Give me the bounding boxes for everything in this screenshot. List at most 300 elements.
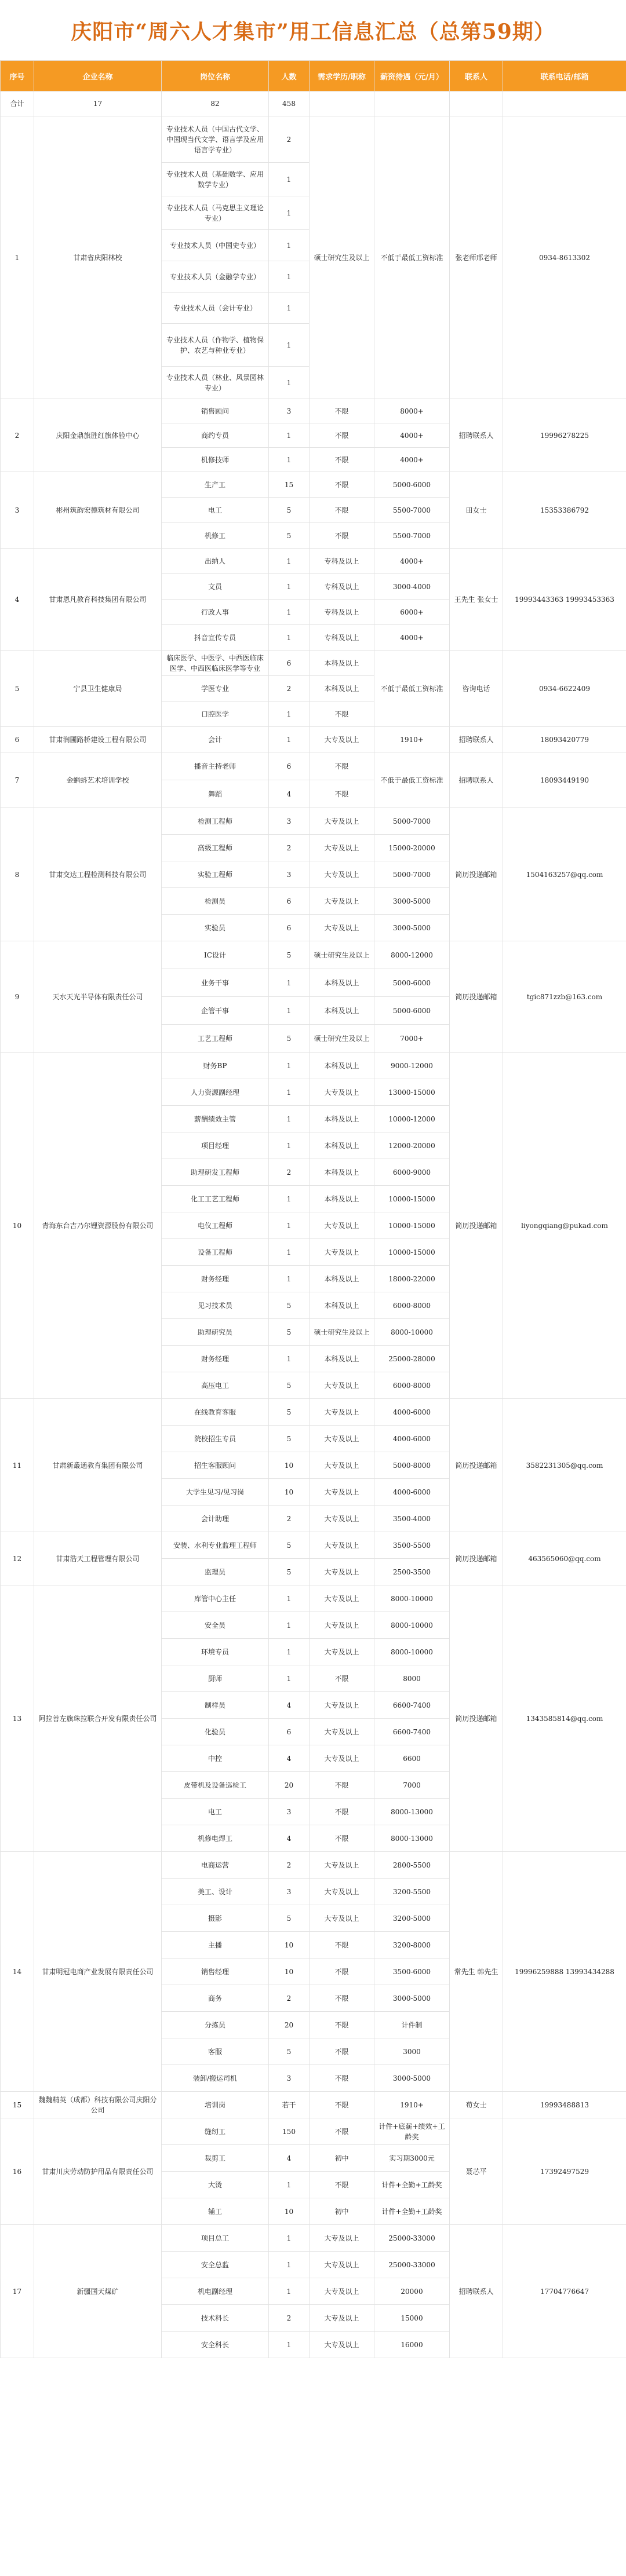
total-people: 458 <box>269 92 310 116</box>
contact-phone: 0934-6622409 <box>503 651 626 727</box>
row-number: 8 <box>1 808 34 941</box>
contact-phone: 1343585814@qq.com <box>503 1585 626 1852</box>
education-requirement: 大专及以上 <box>310 1399 374 1426</box>
salary: 5000-6000 <box>374 997 450 1025</box>
position-name: 招生客服顾问 <box>162 1452 269 1479</box>
education-requirement: 大专及以上 <box>310 1879 374 1905</box>
salary: 25000-28000 <box>374 1346 450 1372</box>
salary: 3200-8000 <box>374 1932 450 1959</box>
position-name: IC设计 <box>162 941 269 969</box>
headcount: 5 <box>269 941 310 969</box>
company-name: 青海东台吉乃尔锂资源股份有限公司 <box>34 1053 162 1399</box>
headcount: 5 <box>269 1372 310 1399</box>
headcount: 1 <box>269 1106 310 1132</box>
salary: 实习期3000元 <box>374 2145 450 2172</box>
contact-person: 招聘联系人 <box>450 752 503 808</box>
headcount: 1 <box>269 2252 310 2278</box>
headcount: 1 <box>269 2332 310 2358</box>
salary: 15000 <box>374 2305 450 2332</box>
contact-person: 简历投递邮箱 <box>450 941 503 1053</box>
position-name: 辅工 <box>162 2198 269 2225</box>
position-name: 出纳人 <box>162 549 269 574</box>
company-name: 甘肃浩天工程管理有限公司 <box>34 1532 162 1585</box>
position-name: 专业技术人员（马克思主义理论专业） <box>162 196 269 230</box>
position-name: 机电副经理 <box>162 2278 269 2305</box>
position-name: 实验工程师 <box>162 861 269 888</box>
table-row <box>1 1532 626 1559</box>
position-name: 销售顾问 <box>162 399 269 423</box>
header-salary: 薪资待遇（元/月） <box>374 61 450 92</box>
position-name: 摄影 <box>162 1905 269 1932</box>
contact-person: 聂芯平 <box>450 2118 503 2225</box>
education-requirement: 不限 <box>310 1799 374 1825</box>
headcount: 5 <box>269 1559 310 1585</box>
education-requirement: 不限 <box>310 2172 374 2198</box>
position-name: 环境专员 <box>162 1639 269 1665</box>
position-name: 生产工 <box>162 472 269 498</box>
position-name: 技术科长 <box>162 2305 269 2332</box>
company-name: 甘肃润圃路桥建设工程有限公司 <box>34 727 162 752</box>
header-company: 企业名称 <box>34 61 162 92</box>
contact-person: 简历投递邮箱 <box>450 1399 503 1532</box>
total-empty <box>503 92 626 116</box>
education-requirement: 大专及以上 <box>310 1079 374 1106</box>
headcount: 1 <box>269 448 310 472</box>
header-contact: 联系人 <box>450 61 503 92</box>
salary: 计件+全勤+工龄奖 <box>374 2198 450 2225</box>
row-number: 5 <box>1 651 34 727</box>
headcount: 5 <box>269 523 310 549</box>
position-name: 高压电工 <box>162 1372 269 1399</box>
education-requirement: 不限 <box>310 523 374 549</box>
education-requirement: 不限 <box>310 1665 374 1692</box>
headcount: 4 <box>269 2145 310 2172</box>
position-name: 财务BP <box>162 1053 269 1079</box>
education-requirement: 本科及以上 <box>310 1266 374 1292</box>
row-number: 14 <box>1 1852 34 2092</box>
job-table <box>0 60 626 2358</box>
headcount: 1 <box>269 293 310 324</box>
position-name: 机修技师 <box>162 448 269 472</box>
position-name: 见习技术员 <box>162 1292 269 1319</box>
headcount: 1 <box>269 1079 310 1106</box>
salary: 5000-6000 <box>374 969 450 997</box>
education-requirement: 大专及以上 <box>310 1212 374 1239</box>
headcount: 1 <box>269 1132 310 1159</box>
position-name: 监理员 <box>162 1559 269 1585</box>
position-name: 电工 <box>162 498 269 523</box>
salary: 计件制 <box>374 2012 450 2038</box>
position-name: 院校招生专员 <box>162 1426 269 1452</box>
headcount: 10 <box>269 1452 310 1479</box>
position-name: 助理研发工程师 <box>162 1159 269 1186</box>
company-name: 魏魏精英（成都）科技有限公司庆阳分公司 <box>34 2092 162 2118</box>
education-requirement: 不限 <box>310 1959 374 1985</box>
position-name: 专业技术人员（林业、风景园林专业） <box>162 367 269 399</box>
total-companies: 17 <box>34 92 162 116</box>
row-number: 6 <box>1 727 34 752</box>
salary: 5500-7000 <box>374 498 450 523</box>
headcount: 1 <box>269 1612 310 1639</box>
education-requirement: 不限 <box>310 2038 374 2065</box>
contact-person: 招聘联系人 <box>450 399 503 472</box>
education-requirement: 不限 <box>310 472 374 498</box>
position-name: 电商运营 <box>162 1852 269 1879</box>
position-name: 库管中心主任 <box>162 1585 269 1612</box>
education-requirement: 大专及以上 <box>310 1852 374 1879</box>
salary: 8000-10000 <box>374 1612 450 1639</box>
education-requirement: 初中 <box>310 2145 374 2172</box>
table-row <box>1 2225 626 2252</box>
salary: 3500-4000 <box>374 1506 450 1532</box>
salary: 8000 <box>374 1665 450 1692</box>
education-requirement: 大专及以上 <box>310 2332 374 2358</box>
contact-phone: 18093420779 <box>503 727 626 752</box>
salary: 3200-5500 <box>374 1879 450 1905</box>
education-requirement: 不限 <box>310 701 374 727</box>
table-row <box>1 2092 626 2118</box>
education-requirement: 不限 <box>310 399 374 423</box>
education-requirement: 大专及以上 <box>310 1612 374 1639</box>
table-row <box>1 1399 626 1426</box>
headcount: 4 <box>269 1692 310 1719</box>
headcount: 5 <box>269 1025 310 1053</box>
salary: 3000-5000 <box>374 2065 450 2092</box>
salary: 5000-8000 <box>374 1452 450 1479</box>
salary: 8000-10000 <box>374 1639 450 1665</box>
position-name: 口腔医学 <box>162 701 269 727</box>
salary: 8000+ <box>374 399 450 423</box>
headcount: 5 <box>269 1399 310 1426</box>
position-name: 装卸/搬运司机 <box>162 2065 269 2092</box>
education-requirement: 不限 <box>310 780 374 808</box>
contact-person: 常先生 韩先生 <box>450 1852 503 2092</box>
education-requirement: 大专及以上 <box>310 1426 374 1452</box>
salary: 9000-12000 <box>374 1053 450 1079</box>
headcount: 1 <box>269 1053 310 1079</box>
education-requirement: 大专及以上 <box>310 1479 374 1506</box>
headcount: 1 <box>269 625 310 651</box>
position-name: 检测工程师 <box>162 808 269 835</box>
salary: 4000-6000 <box>374 1426 450 1452</box>
salary: 4000+ <box>374 625 450 651</box>
headcount: 1 <box>269 163 310 196</box>
salary: 3500-5500 <box>374 1532 450 1559</box>
education-requirement: 专科及以上 <box>310 625 374 651</box>
position-name: 业务干事 <box>162 969 269 997</box>
position-name: 项目经理 <box>162 1132 269 1159</box>
headcount: 1 <box>269 2278 310 2305</box>
total-empty <box>450 92 503 116</box>
row-number: 4 <box>1 549 34 651</box>
education-requirement: 不限 <box>310 2012 374 2038</box>
contact-phone: 3582231305@qq.com <box>503 1399 626 1532</box>
row-number: 13 <box>1 1585 34 1852</box>
row-number: 7 <box>1 752 34 808</box>
position-name: 播音主持老师 <box>162 752 269 780</box>
headcount: 4 <box>269 780 310 808</box>
table-row <box>1 1852 626 1879</box>
position-name: 在线教育客服 <box>162 1399 269 1426</box>
salary: 6600-7400 <box>374 1692 450 1719</box>
education-requirement: 大专及以上 <box>310 2278 374 2305</box>
salary: 6000-8000 <box>374 1372 450 1399</box>
education-requirement: 本科及以上 <box>310 969 374 997</box>
education-requirement: 不限 <box>310 752 374 780</box>
position-name: 临床医学、中医学、中西医临床医学、中西医临床医学等专业 <box>162 651 269 676</box>
position-name: 安全科长 <box>162 2332 269 2358</box>
headcount: 15 <box>269 472 310 498</box>
total-positions: 82 <box>162 92 269 116</box>
salary: 不低于最低工资标准 <box>374 651 450 727</box>
salary: 3500-6000 <box>374 1959 450 1985</box>
row-number: 2 <box>1 399 34 472</box>
salary: 不低于最低工资标准 <box>374 752 450 808</box>
headcount: 2 <box>269 2305 310 2332</box>
company-name: 甘肃交达工程检测科技有限公司 <box>34 808 162 941</box>
headcount: 3 <box>269 399 310 423</box>
education-requirement: 不限 <box>310 448 374 472</box>
headcount: 10 <box>269 1959 310 1985</box>
contact-phone: 19996278225 <box>503 399 626 472</box>
headcount: 4 <box>269 1825 310 1852</box>
education-requirement: 不限 <box>310 2118 374 2145</box>
headcount: 5 <box>269 1905 310 1932</box>
position-name: 专业技术人员（会计专业） <box>162 293 269 324</box>
headcount: 1 <box>269 1212 310 1239</box>
salary: 计件+底薪+绩效+工龄奖 <box>374 2118 450 2145</box>
position-name: 会计 <box>162 727 269 752</box>
headcount: 2 <box>269 1985 310 2012</box>
headcount: 2 <box>269 1852 310 1879</box>
headcount: 1 <box>269 324 310 367</box>
contact-phone: 15353386792 <box>503 472 626 549</box>
company-name: 甘肃川庆劳动防护用品有限责任公司 <box>34 2118 162 2225</box>
education-requirement: 大专及以上 <box>310 1905 374 1932</box>
salary: 8000-13000 <box>374 1799 450 1825</box>
row-number: 12 <box>1 1532 34 1585</box>
row-number: 9 <box>1 941 34 1053</box>
salary: 8000-10000 <box>374 1585 450 1612</box>
headcount: 10 <box>269 1479 310 1506</box>
position-name: 安全员 <box>162 1612 269 1639</box>
company-name: 彬州筑韵宏德筑材有限公司 <box>34 472 162 549</box>
contact-person: 招聘联系人 <box>450 727 503 752</box>
position-name: 机修工 <box>162 523 269 549</box>
position-name: 企管干事 <box>162 997 269 1025</box>
position-name: 舞蹈 <box>162 780 269 808</box>
header-phone: 联系电话/邮箱 <box>503 61 626 92</box>
headcount: 4 <box>269 1745 310 1772</box>
headcount: 3 <box>269 2065 310 2092</box>
position-name: 工艺工程师 <box>162 1025 269 1053</box>
contact-phone: 18093449190 <box>503 752 626 808</box>
company-name: 宁县卫生健康局 <box>34 651 162 727</box>
table-row <box>1 752 626 780</box>
contact-phone: 1504163257@qq.com <box>503 808 626 941</box>
contact-person: 招聘联系人 <box>450 2225 503 2358</box>
table-header <box>1 61 626 92</box>
company-name: 甘肃恩凡教育科技集团有限公司 <box>34 549 162 651</box>
table-row <box>1 1585 626 1612</box>
salary: 5000-7000 <box>374 808 450 835</box>
headcount: 6 <box>269 888 310 915</box>
education-requirement: 硕士研究生及以上 <box>310 941 374 969</box>
headcount: 若干 <box>269 2092 310 2118</box>
contact-person: 简历投递邮箱 <box>450 1053 503 1399</box>
contact-phone: 19993443363 19993453363 <box>503 549 626 651</box>
salary: 6000+ <box>374 600 450 625</box>
headcount: 6 <box>269 752 310 780</box>
contact-person: 王先生 张女士 <box>450 549 503 651</box>
education-requirement: 本科及以上 <box>310 1159 374 1186</box>
salary: 4000-6000 <box>374 1399 450 1426</box>
position-name: 电工 <box>162 1799 269 1825</box>
position-name: 会计助理 <box>162 1506 269 1532</box>
row-number: 15 <box>1 2092 34 2118</box>
headcount: 5 <box>269 2038 310 2065</box>
education-requirement: 不限 <box>310 2092 374 2118</box>
salary: 15000-20000 <box>374 835 450 861</box>
table-row <box>1 808 626 835</box>
salary: 6000-8000 <box>374 1292 450 1319</box>
company-name: 甘肃新叢通教育集团有限公司 <box>34 1399 162 1532</box>
salary: 1910+ <box>374 2092 450 2118</box>
headcount: 5 <box>269 1292 310 1319</box>
salary: 6600-7400 <box>374 1719 450 1745</box>
education-requirement: 本科及以上 <box>310 1292 374 1319</box>
education-requirement: 不限 <box>310 1772 374 1799</box>
headcount: 3 <box>269 1879 310 1905</box>
salary: 不低于最低工资标准 <box>374 116 450 399</box>
education-requirement: 专科及以上 <box>310 574 374 600</box>
education-requirement: 不限 <box>310 423 374 448</box>
education-requirement: 本科及以上 <box>310 1186 374 1212</box>
salary: 3000-4000 <box>374 574 450 600</box>
position-name: 化工工艺工程师 <box>162 1186 269 1212</box>
row-number: 3 <box>1 472 34 549</box>
education-requirement: 不限 <box>310 1932 374 1959</box>
contact-phone: 19996259888 13993434288 <box>503 1852 626 2092</box>
headcount: 1 <box>269 1346 310 1372</box>
education-requirement: 大专及以上 <box>310 2225 374 2252</box>
header-no: 序号 <box>1 61 34 92</box>
contact-person: 张老师邢老师 <box>450 116 503 399</box>
headcount: 1 <box>269 600 310 625</box>
education-requirement: 专科及以上 <box>310 549 374 574</box>
position-name: 大学生见习/见习岗 <box>162 1479 269 1506</box>
education-requirement: 大专及以上 <box>310 1452 374 1479</box>
salary: 16000 <box>374 2332 450 2358</box>
salary: 18000-22000 <box>374 1266 450 1292</box>
position-name: 客服 <box>162 2038 269 2065</box>
salary: 25000-33000 <box>374 2225 450 2252</box>
table-row <box>1 941 626 969</box>
headcount: 1 <box>269 423 310 448</box>
headcount: 5 <box>269 498 310 523</box>
row-number: 16 <box>1 2118 34 2225</box>
headcount: 1 <box>269 1239 310 1266</box>
headcount: 5 <box>269 1319 310 1346</box>
position-name: 设备工程师 <box>162 1239 269 1266</box>
contact-person: 简历投递邮箱 <box>450 1532 503 1585</box>
position-name: 厨师 <box>162 1665 269 1692</box>
education-requirement: 大专及以上 <box>310 1692 374 1719</box>
headcount: 1 <box>269 969 310 997</box>
salary: 计件+全勤+工龄奖 <box>374 2172 450 2198</box>
education-requirement: 大专及以上 <box>310 727 374 752</box>
education-requirement: 硕士研究生及以上 <box>310 1319 374 1346</box>
salary: 4000+ <box>374 423 450 448</box>
education-requirement: 大专及以上 <box>310 2252 374 2278</box>
education-requirement: 硕士研究生及以上 <box>310 116 374 399</box>
contact-phone: 17704776647 <box>503 2225 626 2358</box>
salary: 5000-6000 <box>374 472 450 498</box>
position-name: 大烫 <box>162 2172 269 2198</box>
education-requirement: 大专及以上 <box>310 808 374 835</box>
salary: 2500-3500 <box>374 1559 450 1585</box>
position-name: 专业技术人员（中国史专业） <box>162 230 269 261</box>
headcount: 2 <box>269 835 310 861</box>
headcount: 1 <box>269 1266 310 1292</box>
education-requirement: 专科及以上 <box>310 600 374 625</box>
position-name: 实验员 <box>162 915 269 941</box>
row-number: 1 <box>1 116 34 399</box>
header-position: 岗位名称 <box>162 61 269 92</box>
contact-phone: tgic871zzb@163.com <box>503 941 626 1053</box>
position-name: 专业技术人员（中国古代文学、中国现当代文学、语言学及应用语言学专业） <box>162 116 269 163</box>
headcount: 1 <box>269 1639 310 1665</box>
total-label: 合计 <box>1 92 34 116</box>
education-requirement: 大专及以上 <box>310 835 374 861</box>
salary: 4000-6000 <box>374 1479 450 1506</box>
salary: 3000 <box>374 2038 450 2065</box>
headcount: 6 <box>269 915 310 941</box>
position-name: 抖音宣传专员 <box>162 625 269 651</box>
education-requirement: 硕士研究生及以上 <box>310 1025 374 1053</box>
headcount: 20 <box>269 1772 310 1799</box>
position-name: 安全总监 <box>162 2252 269 2278</box>
row-number: 17 <box>1 2225 34 2358</box>
salary: 7000 <box>374 1772 450 1799</box>
salary: 10000-15000 <box>374 1186 450 1212</box>
headcount: 2 <box>269 1159 310 1186</box>
position-name: 皮带机及设备巡检工 <box>162 1772 269 1799</box>
position-name: 美工、设计 <box>162 1879 269 1905</box>
table-row <box>1 2118 626 2145</box>
education-requirement: 大专及以上 <box>310 1372 374 1399</box>
salary: 2800-5500 <box>374 1852 450 1879</box>
education-requirement: 初中 <box>310 2198 374 2225</box>
position-name: 专业技术人员（作物学、植物保护、农艺与种业专业） <box>162 324 269 367</box>
salary: 3000-5000 <box>374 1985 450 2012</box>
salary: 3000-5000 <box>374 888 450 915</box>
salary: 8000-10000 <box>374 1319 450 1346</box>
headcount: 10 <box>269 1932 310 1959</box>
position-name: 裁剪工 <box>162 2145 269 2172</box>
salary: 6600 <box>374 1745 450 1772</box>
education-requirement: 本科及以上 <box>310 651 374 676</box>
salary: 1910+ <box>374 727 450 752</box>
salary: 13000-15000 <box>374 1079 450 1106</box>
education-requirement: 大专及以上 <box>310 888 374 915</box>
education-requirement: 大专及以上 <box>310 1585 374 1612</box>
contact-phone: liyongqiang@pukad.com <box>503 1053 626 1399</box>
company-name: 甘肃明冠电商产业发展有限责任公司 <box>34 1852 162 2092</box>
position-name: 化验员 <box>162 1719 269 1745</box>
position-name: 培训岗 <box>162 2092 269 2118</box>
salary: 3200-5000 <box>374 1905 450 1932</box>
